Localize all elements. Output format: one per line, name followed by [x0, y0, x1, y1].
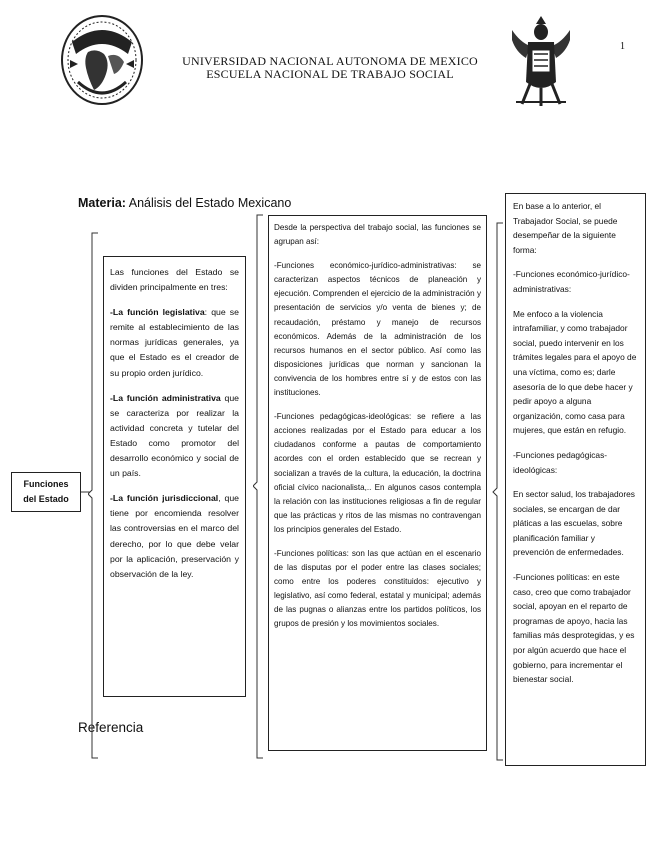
funcion-jurisdiccional-text: , que tiene por encomienda resolver las controversias en el marco del derecho, por lo que debe velar por la aplicación, preservación y observación de la ley.: [110, 493, 239, 579]
funcion-legislativa-title: -La función legislativa: [110, 307, 205, 318]
funcion-legislativa: [110, 305, 239, 380]
col2-intro: Desde la perspectiva del trabajo social, las funciones se agrupan así:: [274, 223, 481, 247]
col3-economico-text: Me enfoco a la violencia intrafamiliar, y como trabajador social, puedo intervenir en los trámites legales para el apoyo de una víctima, como es; darle asesoría de lo que debe hacer y pedir apoyo a alguna organización, como casa para mujeres, que están en refugio.: [513, 308, 637, 436]
col3-intro: En base a lo anterior, el Trabajador Social, se puede desempeñar de la siguiente forma:: [513, 201, 618, 255]
funcion-jurisdiccional: [110, 491, 239, 582]
funciones-tipos-box: [103, 256, 246, 697]
funciones-label-line2: del Estado: [23, 494, 69, 504]
bracket-middle: [253, 214, 269, 760]
connector-line: [80, 490, 92, 494]
school-name: ESCUELA NACIONAL DE TRABAJO SOCIAL: [206, 67, 454, 81]
col2-economico-juridico: -Funciones económico-jurídico-administrativas: se caracterizan aspectos técnicos de planeación y ejecución. Comprenden el ejercicio de la administración y presentación de servicios y/o venta de bienes y; de recaudación, préstamo y manejo de recursos económicos. Además de la administración de los recursos humanos en el sector público. Así como las disposiciones jurídicas que norman y sancionan la convivencia de los hombres entre sí y de estos con las instituciones.: [274, 261, 481, 398]
university-name: UNIVERSIDAD NACIONAL AUTONOMA DE MEXICO: [182, 54, 478, 68]
funcion-administrativa-title: -La función administrativa: [110, 392, 221, 403]
col1-intro: Las funciones del Estado se dividen principalmente en tres:: [110, 267, 239, 293]
page-number: 1: [620, 41, 625, 52]
funciones-label-line1: Funciones: [23, 479, 69, 489]
materia-value: Análisis del Estado Mexicano: [128, 196, 292, 210]
funcion-jurisdiccional-title: -La función jurisdiccional: [110, 493, 219, 504]
materia-line: [78, 196, 291, 210]
col3-heading-pedagogicas: -Funciones pedagógicas-ideológicas:: [513, 449, 608, 475]
col3-pedagogicas-text: En sector salud, los trabajadores sociales, se encargan de dar pláticas a las escuelas, sobre planificación familiar y prevención de enfermedades.: [513, 489, 635, 558]
document-header: [150, 55, 510, 81]
col3-heading-economico: -Funciones económico-jurídico-administrativas:: [513, 269, 630, 294]
bracket-left: [88, 232, 104, 760]
trabajador-social-desempeno-box: [505, 193, 646, 766]
col2-politicas: -Funciones políticas: son las que actúan en el escenario de las disputas por el poder entre las clases sociales; como entre los poderes constituidos: ejecutivo y legislativo, así como federal, estatal y municipal; además de las pugnas o alianzas entre los partidos políticos, los grupos de presión y los movimientos sociales.: [274, 548, 481, 629]
funcion-administrativa: [110, 391, 239, 482]
funciones-del-estado-box: [11, 472, 81, 512]
escuela-logo: [508, 12, 574, 108]
col2-pedagogicas-ideologicas: -Funciones pedagógicas-ideológicas: se refiere a las acciones realizadas por el Estado para educar a los ciudadanos conforme a pautas de comportamiento acordes con el orden establecido que se recrean y socializan a través de la cultura, la educación, la doctrina oficial cívico nacionalista,.. En algunos casos contempla la relación con las instituciones religiosas a fin de regular que las prácticas y ritos de las mismas no contravengan los principios generales del Estado.: [274, 412, 481, 534]
funcion-legislativa-text: : que se remite al establecimiento de las normas jurídicas generales, ya que el Estado es el creador de su propio orden jurídico.: [110, 307, 239, 378]
trabajo-social-perspectiva-box: [268, 215, 487, 751]
materia-label: Materia:: [78, 196, 126, 210]
col3-politicas-text: -Funciones políticas: en este caso, creo que como trabajador social, apoyan en el reparto de programas de apoyo, hacia las familias más desprotegidas, y es por algún acuerdo que hace el gobierno, para incrementar el bienestar social.: [513, 572, 635, 685]
referencia-heading: Referencia: [78, 720, 144, 735]
funcion-administrativa-text: que se caracteriza por realizar la actividad concreta y tutelar del Estado como promotor del desarrollo económico y social de un país.: [110, 392, 239, 479]
unam-logo: [58, 12, 146, 108]
